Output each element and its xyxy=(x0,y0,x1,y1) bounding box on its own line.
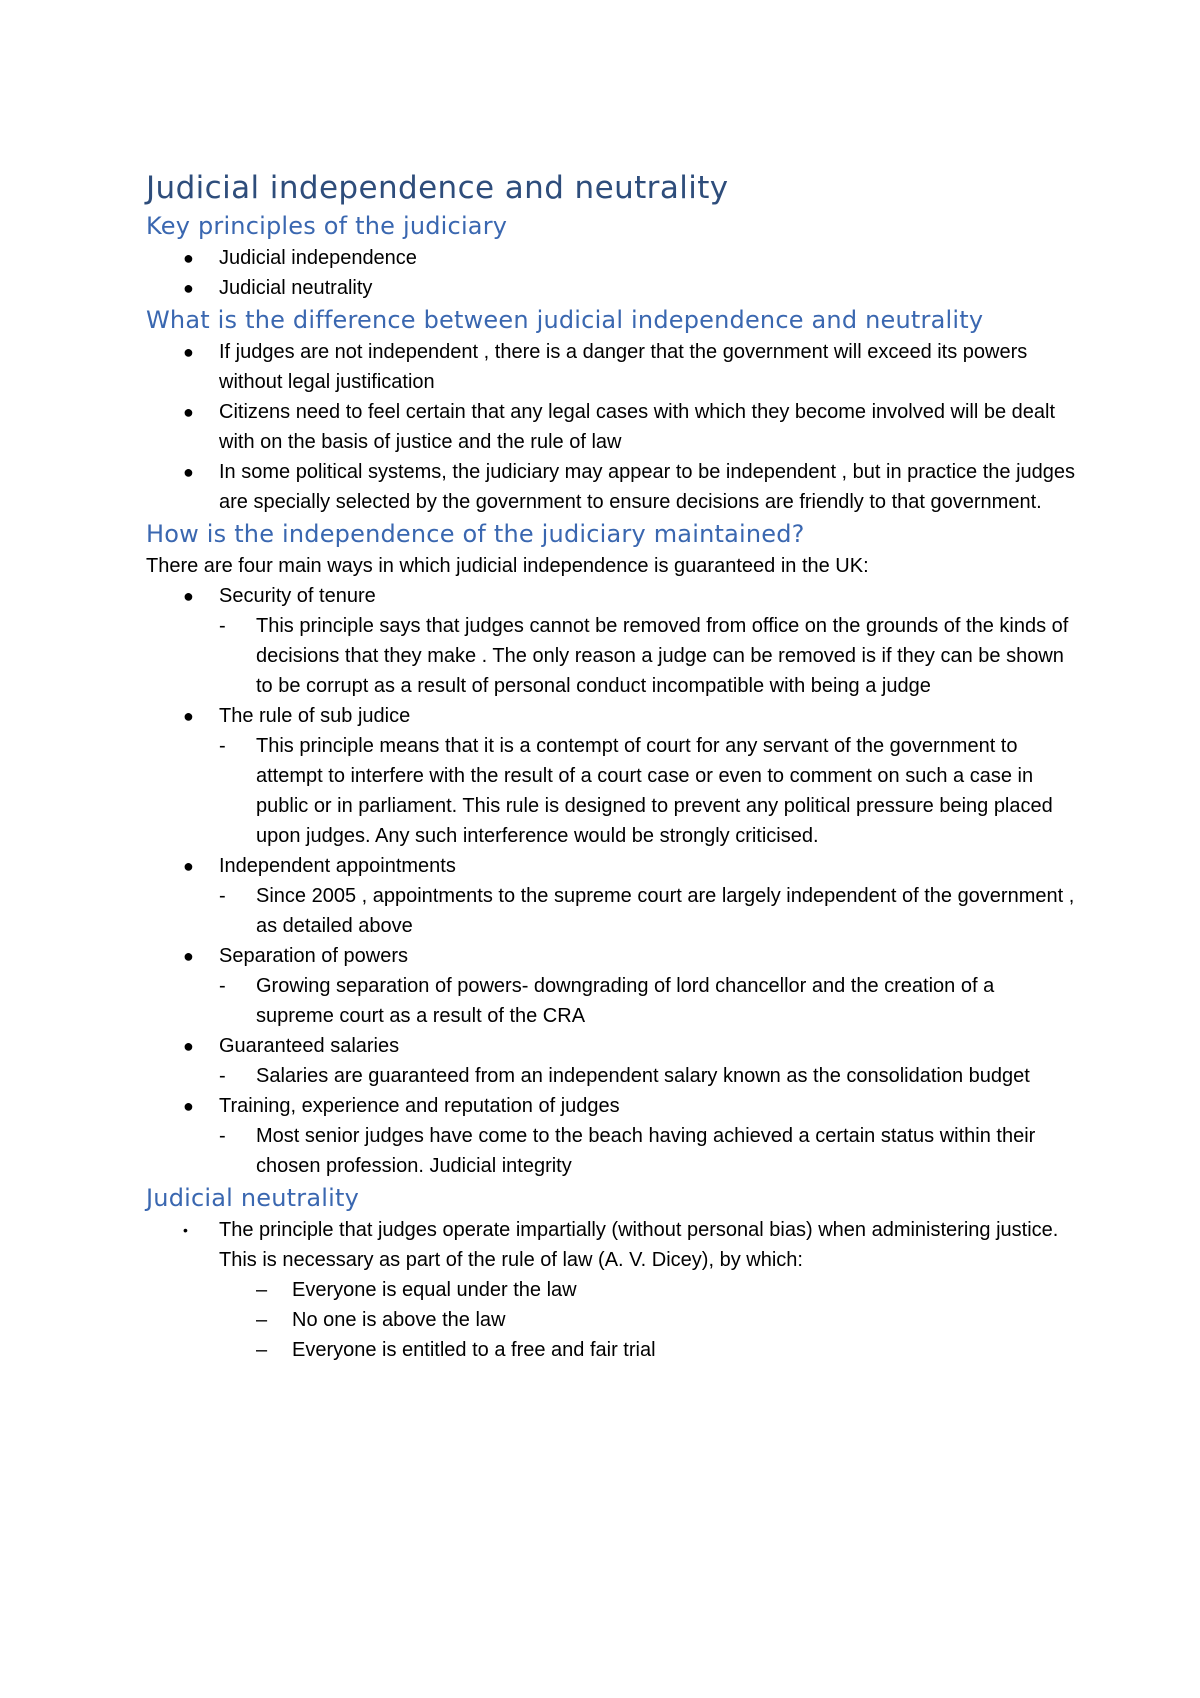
bullet-icon: ● xyxy=(183,1096,194,1116)
list-item: ● Independent appointments - Since 2005 , appointments to the supreme court are largely independent of the government , as detailed above xyxy=(219,851,1076,941)
sub-list-item: - This principle means that it is a contempt of court for any servant of the government to attempt to interfere with the result of a court case or even to comment on such a case in public or in parliament. This rule is designed to prevent any political pressure being placed upon judges. Any such interference would be strongly criticised. xyxy=(256,731,1076,851)
sub-list xyxy=(219,1061,1076,1091)
bullet-icon: ● xyxy=(183,1036,194,1056)
heading-neutrality: Judicial neutrality xyxy=(146,1184,359,1212)
dash-icon: – xyxy=(256,1339,268,1361)
dash-icon: - xyxy=(219,1125,226,1147)
heading-maintained: How is the independence of the judiciary maintained? xyxy=(146,520,805,548)
dash-icon: - xyxy=(219,885,226,907)
bullet-icon: ● xyxy=(183,946,194,966)
dash-icon: – xyxy=(256,1279,268,1301)
list-item: ● Citizens need to feel certain that any legal cases with which they become involved will be dealt with on the basis of justice and the rule of law xyxy=(219,397,1076,457)
neutrality-list xyxy=(146,1215,1076,1365)
sub-list xyxy=(219,731,1076,851)
heading-difference: What is the difference between judicial independence and neutrality xyxy=(146,306,984,334)
list-item: ● Training, experience and reputation of judges - Most senior judges have come to the beach having achieved a certain status within their chosen profession. Judicial integrity xyxy=(219,1091,1076,1181)
sub-list-item: - Salaries are guaranteed from an independent salary known as the consolidation budget xyxy=(256,1061,1076,1091)
dash-icon: - xyxy=(219,735,226,757)
bullet-icon: ● xyxy=(183,586,194,606)
sub-list-item: - Most senior judges have come to the beach having achieved a certain status within their chosen profession. Judicial integrity xyxy=(256,1121,1076,1181)
sub-list xyxy=(219,1121,1076,1181)
heading-key-principles: Key principles of the judiciary xyxy=(146,212,508,240)
sub-list-item: - This principle says that judges cannot be removed from office on the grounds of the kinds of decisions that they make . The only reason a judge can be removed is if they can be shown to be corrupt as a result of personal conduct incompatible with being a judge xyxy=(256,611,1076,701)
sub-list xyxy=(219,611,1076,701)
bullet-icon: ● xyxy=(183,462,194,482)
sub-list-item: – Everyone is equal under the law xyxy=(292,1275,1076,1305)
sub-list xyxy=(219,1275,1076,1365)
list-item: ● Judicial neutrality xyxy=(219,273,1076,303)
list-item: ● Security of tenure - This principle says that judges cannot be removed from office on the grounds of the kinds of decisions that they make . The only reason a judge can be removed is if they can be shown to be corrupt as a result of personal conduct incompatible with being a judge xyxy=(219,581,1076,701)
difference-list xyxy=(146,337,1076,517)
sub-list xyxy=(219,881,1076,941)
bullet-icon: ● xyxy=(183,402,194,422)
sub-list-item: – Everyone is entitled to a free and fair trial xyxy=(292,1335,1076,1365)
bullet-icon: ● xyxy=(183,856,194,876)
dash-icon: - xyxy=(219,1065,226,1087)
document-title: Judicial independence and neutrality xyxy=(146,170,729,206)
sub-list-item: – No one is above the law xyxy=(292,1305,1076,1335)
sub-list xyxy=(219,971,1076,1031)
dash-icon: - xyxy=(219,975,226,997)
bullet-icon: ● xyxy=(183,342,194,362)
dash-icon: - xyxy=(219,615,226,637)
list-item: ● If judges are not independent , there is a danger that the government will exceed its powers without legal justification xyxy=(219,337,1076,397)
list-item: ● Guaranteed salaries - Salaries are guaranteed from an independent salary known as the consolidation budget xyxy=(219,1031,1076,1091)
list-item: ● Separation of powers - Growing separation of powers- downgrading of lord chancellor and the creation of a supreme court as a result of the CRA xyxy=(219,941,1076,1031)
dash-icon: – xyxy=(256,1309,268,1331)
sub-list-item: - Since 2005 , appointments to the supreme court are largely independent of the government , as detailed above xyxy=(256,881,1076,941)
maintained-list xyxy=(146,581,1076,1181)
list-item: • The principle that judges operate impartially (without personal bias) when administering justice. This is necessary as part of the rule of law (A. V. Dicey), by which: – Everyone is equal under the law – No one is above the law – Everyone is entitled to a free and fair trial xyxy=(219,1215,1076,1365)
bullet-icon: ● xyxy=(183,706,194,726)
list-item: ● In some political systems, the judiciary may appear to be independent , but in practice the judges are specially selected by the government to ensure decisions are friendly to that government. xyxy=(219,457,1076,517)
bullet-icon: • xyxy=(183,1222,188,1238)
bullet-icon: ● xyxy=(183,278,194,298)
list-item: ● Judicial independence xyxy=(219,243,1076,273)
list-item: ● The rule of sub judice - This principle means that it is a contempt of court for any servant of the government to attempt to interfere with the result of a court case or even to comment on such a case in public or in parliament. This rule is designed to prevent any political pressure being placed upon judges. Any such interference would be strongly criticised. xyxy=(219,701,1076,851)
key-principles-list xyxy=(146,243,1076,303)
bullet-icon: ● xyxy=(183,248,194,268)
document-content xyxy=(146,168,1076,1365)
sub-list-item: - Growing separation of powers- downgrading of lord chancellor and the creation of a supreme court as a result of the CRA xyxy=(256,971,1076,1031)
maintained-intro: There are four main ways in which judicial independence is guaranteed in the UK: xyxy=(146,555,869,577)
